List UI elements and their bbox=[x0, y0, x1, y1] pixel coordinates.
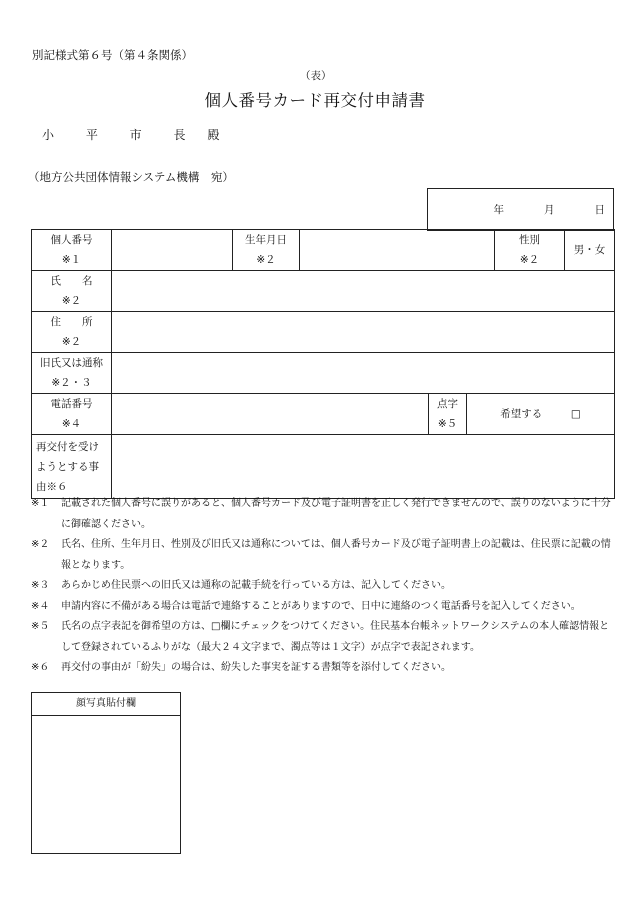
gender-note: ※２ bbox=[519, 254, 540, 266]
braille-note: ※５ bbox=[437, 418, 458, 430]
page-title: 個人番号カード再交付申請書 bbox=[204, 91, 426, 110]
gender-label: 性別 bbox=[519, 234, 541, 246]
reason-label-line3: 由※６ bbox=[36, 480, 68, 493]
reason-field[interactable] bbox=[112, 435, 615, 499]
date-box bbox=[427, 188, 614, 231]
note-item bbox=[31, 494, 611, 535]
note-mark: ※６ bbox=[31, 662, 50, 673]
notes-list bbox=[31, 494, 611, 679]
note-text: あらかじめ住民票への旧氏又は通称の記載手続を行っている方は、記入してください。 bbox=[61, 580, 451, 591]
mynumber-note: ※１ bbox=[61, 254, 82, 266]
name-label: 氏 名 bbox=[50, 275, 93, 287]
gender-label-cell bbox=[495, 230, 565, 271]
oldname-note: ※２・３ bbox=[51, 377, 92, 389]
note-mark: ※５ bbox=[31, 621, 50, 632]
form-reference: 別記様式第６号（第４条関係） bbox=[32, 48, 193, 62]
note-item bbox=[31, 576, 611, 597]
photo-attachment-box[interactable] bbox=[31, 692, 181, 854]
address-label: 住 所 bbox=[50, 316, 93, 328]
note-text: 申請内容に不備がある場合は電話で連絡することがありますので、日中に連絡のつく電話番号を記入してください。 bbox=[61, 600, 581, 612]
note-item bbox=[31, 617, 611, 658]
note-mark: ※３ bbox=[31, 580, 50, 591]
organization-line: （地方公共団体情報システム機構 宛） bbox=[28, 170, 234, 184]
date-year-label: 年 bbox=[493, 203, 504, 216]
address-field[interactable] bbox=[112, 312, 615, 353]
phone-label: 電話番号 bbox=[50, 398, 93, 410]
name-field[interactable] bbox=[112, 271, 615, 312]
braille-label: 点字 bbox=[437, 398, 458, 410]
birthdate-note: ※２ bbox=[256, 254, 276, 266]
note-text: 氏名、住所、生年月日、性別及び旧氏又は通称については、個人番号カード及び電子証明書上の記載は、住民票に記載の情報となります。 bbox=[61, 539, 611, 571]
braille-option-label: 希望する bbox=[500, 408, 543, 420]
reason-label-line2: ようとする事 bbox=[36, 460, 99, 473]
note-item bbox=[31, 597, 611, 618]
reason-label-cell bbox=[32, 435, 112, 499]
birthdate-field[interactable] bbox=[300, 230, 495, 271]
mynumber-field[interactable] bbox=[112, 230, 233, 271]
braille-option-cell bbox=[467, 394, 615, 435]
phone-note: ※４ bbox=[61, 418, 82, 430]
note-text: 氏名の点字表記を御希望の方は、□欄にチェックをつけてください。住民基本台帳ネットワークシステムの本人確認情報として登録されているふりがな（最大２４文字まで、濁点等は１文字）が点字で表記されます。 bbox=[61, 621, 610, 653]
address-label-cell bbox=[32, 312, 112, 353]
oldname-label: 旧氏又は通称 bbox=[40, 357, 103, 369]
name-note: ※２ bbox=[61, 295, 82, 307]
gender-select[interactable]: 男・女 bbox=[565, 230, 615, 271]
note-mark: ※４ bbox=[31, 600, 50, 612]
date-day-label: 日 bbox=[594, 203, 605, 216]
note-mark: ※２ bbox=[31, 539, 50, 550]
phone-field[interactable] bbox=[112, 394, 429, 435]
mynumber-label: 個人番号 bbox=[50, 234, 93, 246]
name-label-cell bbox=[32, 271, 112, 312]
oldname-label-cell bbox=[32, 353, 112, 394]
side-indicator: （表） bbox=[300, 70, 332, 82]
phone-label-cell bbox=[32, 394, 112, 435]
note-mark: ※１ bbox=[31, 498, 50, 509]
addressee bbox=[42, 128, 219, 142]
note-text: 記載された個人番号に誤りがあると、個人番号カード及び電子証明書を正しく発行できませんので、誤りのないように十分に御確認ください。 bbox=[61, 498, 611, 530]
reason-label-line1: 再交付を受け bbox=[36, 440, 99, 453]
date-field[interactable] bbox=[428, 189, 614, 231]
note-item bbox=[31, 658, 611, 679]
oldname-field[interactable] bbox=[112, 353, 615, 394]
address-note: ※２ bbox=[61, 336, 82, 348]
birthdate-label: 生年月日 bbox=[245, 234, 287, 246]
date-month-label: 月 bbox=[544, 203, 555, 216]
addressee-name: 小 平 市 長 bbox=[42, 128, 200, 142]
note-text: 再交付の事由が「紛失」の場合は、紛失した事実を証する書類等を添付してください。 bbox=[61, 662, 451, 673]
birthdate-label-cell bbox=[233, 230, 300, 271]
addressee-suffix: 殿 bbox=[207, 128, 220, 142]
mynumber-label-cell bbox=[32, 230, 112, 271]
note-item bbox=[31, 535, 611, 576]
application-form-table bbox=[31, 229, 615, 499]
braille-label-cell bbox=[429, 394, 467, 435]
braille-checkbox[interactable]: □ bbox=[570, 408, 581, 420]
photo-box-label: 顔写真貼付欄 bbox=[32, 693, 180, 716]
